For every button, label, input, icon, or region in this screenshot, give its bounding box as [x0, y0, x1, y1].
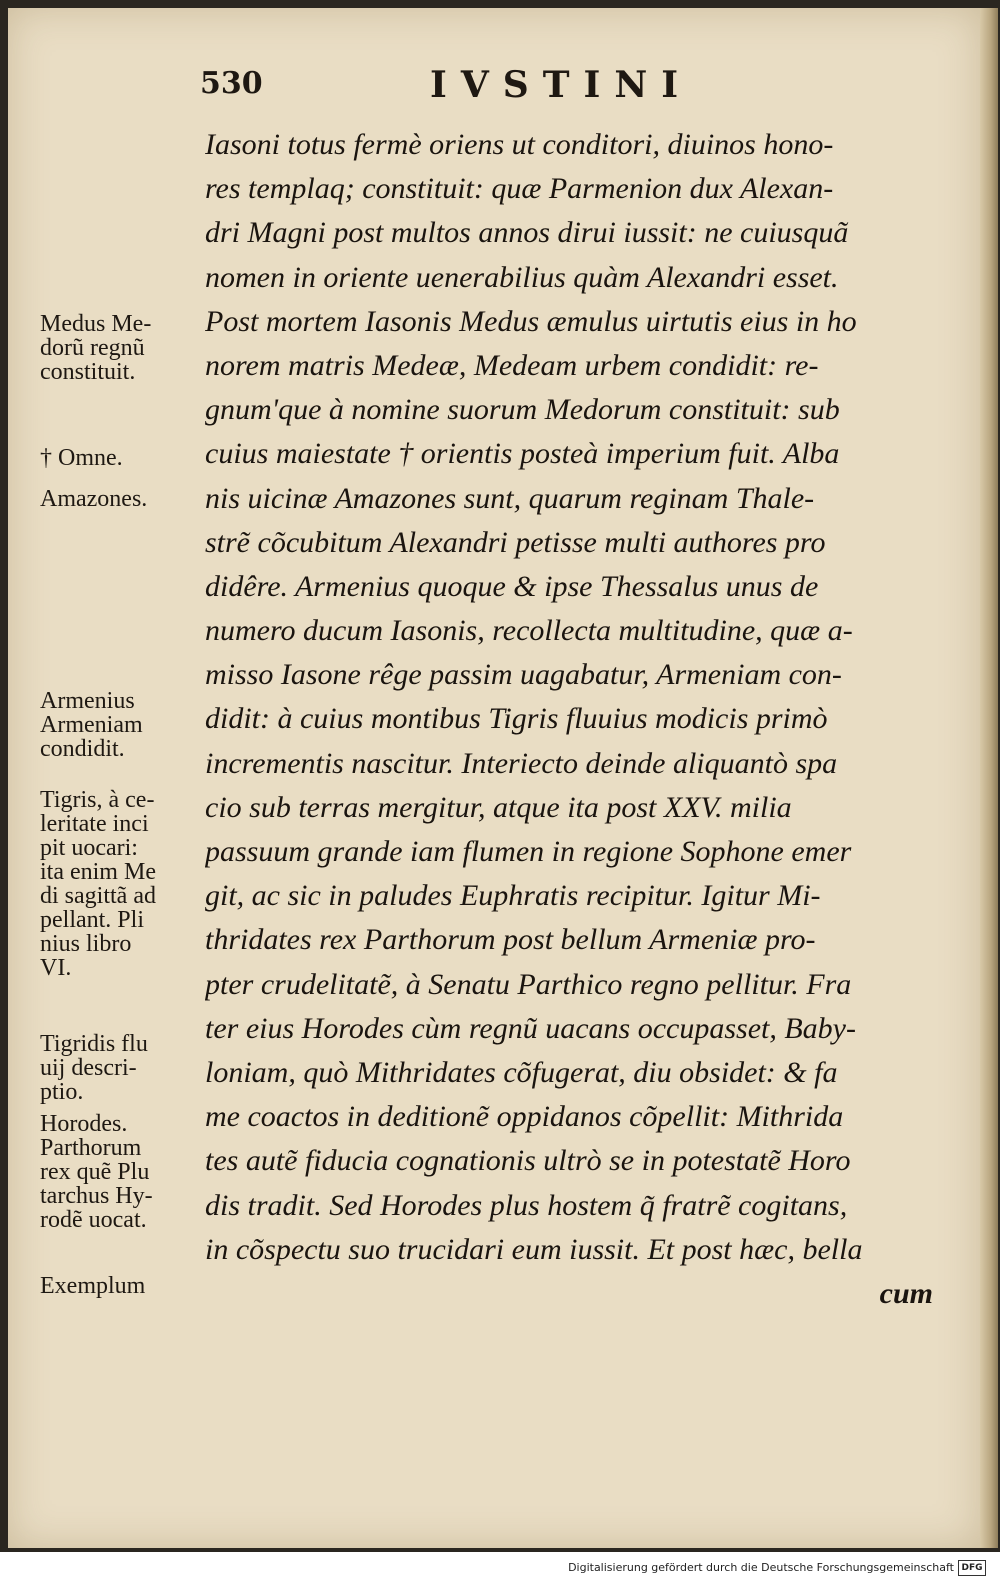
margin-note-line: † Omne. [40, 445, 123, 471]
margin-note-line: rex quẽ Plu [40, 1159, 150, 1185]
page-edge [980, 8, 998, 1548]
margin-note [40, 446, 123, 470]
text-line: cuius maiestate † orientis posteà imperium fuit. Alba [205, 437, 840, 471]
text-line: me coactos in deditionẽ oppidanos cõpellit: Mithrida [205, 1100, 844, 1134]
margin-note-line: uij descri- [40, 1055, 137, 1081]
margin-note-line: Horodes. [40, 1111, 128, 1137]
margin-note-line: Armeniam [40, 712, 143, 738]
margin-note-line: Tigris, à ce- [40, 787, 155, 813]
text-line: norem matris Medeæ, Medeam urbem condidit: re- [205, 348, 819, 382]
margin-note [40, 689, 143, 761]
text-line: Iasoni totus fermè oriens ut conditori, diuinos hono- [205, 128, 834, 161]
text-line: didit: à cuius montibus Tigris fluuius modicis primò [205, 702, 828, 736]
text-line: incrementis nascitur. Interiecto deinde aliquantò spa [205, 746, 838, 780]
text-line: numero ducum Iasonis, recollecta multitudine, quæ a- [205, 614, 853, 648]
text-line: didêre. Armenius quoque & ipse Thessalus unus de [205, 569, 819, 603]
footer-bar [0, 1552, 1000, 1584]
margin-note [40, 312, 151, 384]
text-line: loniam, quò Mithridates cõfugerat, diu obsidet: & fa [205, 1055, 838, 1089]
catchword: cum [879, 1276, 933, 1310]
text-line: dri Magni post multos annos dirui iussit: ne cuiusquã [205, 216, 849, 250]
text-line: nomen in oriente uenerabilius quàm Alexandri esset. [205, 260, 839, 294]
running-title: IVSTINI [430, 64, 693, 106]
text-line: thridates rex Parthorum post bellum Armeniæ pro- [205, 923, 816, 957]
margin-note-line: tarchus Hy- [40, 1183, 153, 1209]
margin-note-line: Amazones. [40, 486, 148, 512]
text-line: git, ac sic in paludes Euphratis recipitur. Igitur Mi- [205, 879, 821, 913]
margin-note-line: Armenius [40, 688, 135, 714]
margin-note-line: constituit. [40, 359, 136, 385]
text-line: in cõspectu suo trucidari eum iussit. Et post hæc, bella [205, 1232, 863, 1266]
margin-note-line: dorũ regnũ [40, 335, 145, 361]
text-line: misso Iasone rêge passim uagabatur, Armeniam con- [205, 658, 842, 692]
text-line: gnum'que à nomine suorum Medorum constituit: sub [205, 393, 840, 427]
margin-note-line: Parthorum [40, 1135, 142, 1161]
text-line: ter eius Horodes cùm regnũ uacans occupasset, Baby- [205, 1011, 856, 1045]
text-line: pter crudelitatẽ, à Senatu Parthico regno pellitur. Fra [205, 967, 852, 1001]
text-line: passuum grande iam flumen in regione Sophone emer [205, 835, 852, 868]
text-line: Post mortem Iasonis Medus æmulus uirtutis eius in ho [205, 304, 857, 338]
main-text [205, 123, 933, 1316]
margin-note-line: pellant. Pli [40, 907, 144, 933]
margin-note [40, 1032, 148, 1104]
margin-note-line: condidit. [40, 736, 125, 762]
folio-number: 530 [200, 66, 263, 101]
margin-note [40, 1274, 145, 1298]
margin-note-line: VI. [40, 955, 72, 981]
text-line: res templaq; constituit: quæ Parmenion dux Alexan- [205, 172, 834, 206]
margin-note-line: leritate inci [40, 811, 149, 837]
margin-note-line: nius libro [40, 931, 132, 957]
margin-note-line: rodẽ uocat. [40, 1207, 147, 1233]
margin-note [40, 1112, 153, 1232]
dfg-logo: DFG [958, 1560, 986, 1576]
text-line: tes autẽ fiducia cognationis ultrò se in potestatẽ Horo [205, 1144, 851, 1178]
margin-note [40, 487, 147, 511]
footer-credit: Digitalisierung gefördert durch die Deutsche Forschungsgemeinschaft [568, 1561, 954, 1574]
margin-note-line: Tigridis flu [40, 1031, 148, 1057]
margin-note-line: pit uocari: [40, 835, 138, 861]
margin-note-line: ptio. [40, 1079, 84, 1105]
text-line: dis tradit. Sed Horodes plus hostem q̃ fratrẽ cogitans, [205, 1188, 848, 1222]
margin-note-line: Medus Me- [40, 311, 152, 337]
text-line: nis uicinæ Amazones sunt, quarum reginam Thale- [205, 481, 815, 515]
margin-note-line: di sagittã ad [40, 883, 156, 909]
margin-note [40, 788, 156, 980]
text-line: strẽ cõcubitum Alexandri petisse multi authores pro [205, 525, 826, 559]
page-header [200, 62, 740, 122]
margin-note-line: ita enim Me [40, 859, 156, 885]
margin-note-line: Exemplum [40, 1273, 146, 1299]
text-line: cio sub terras mergitur, atque ita post XXV. milia [205, 790, 792, 824]
